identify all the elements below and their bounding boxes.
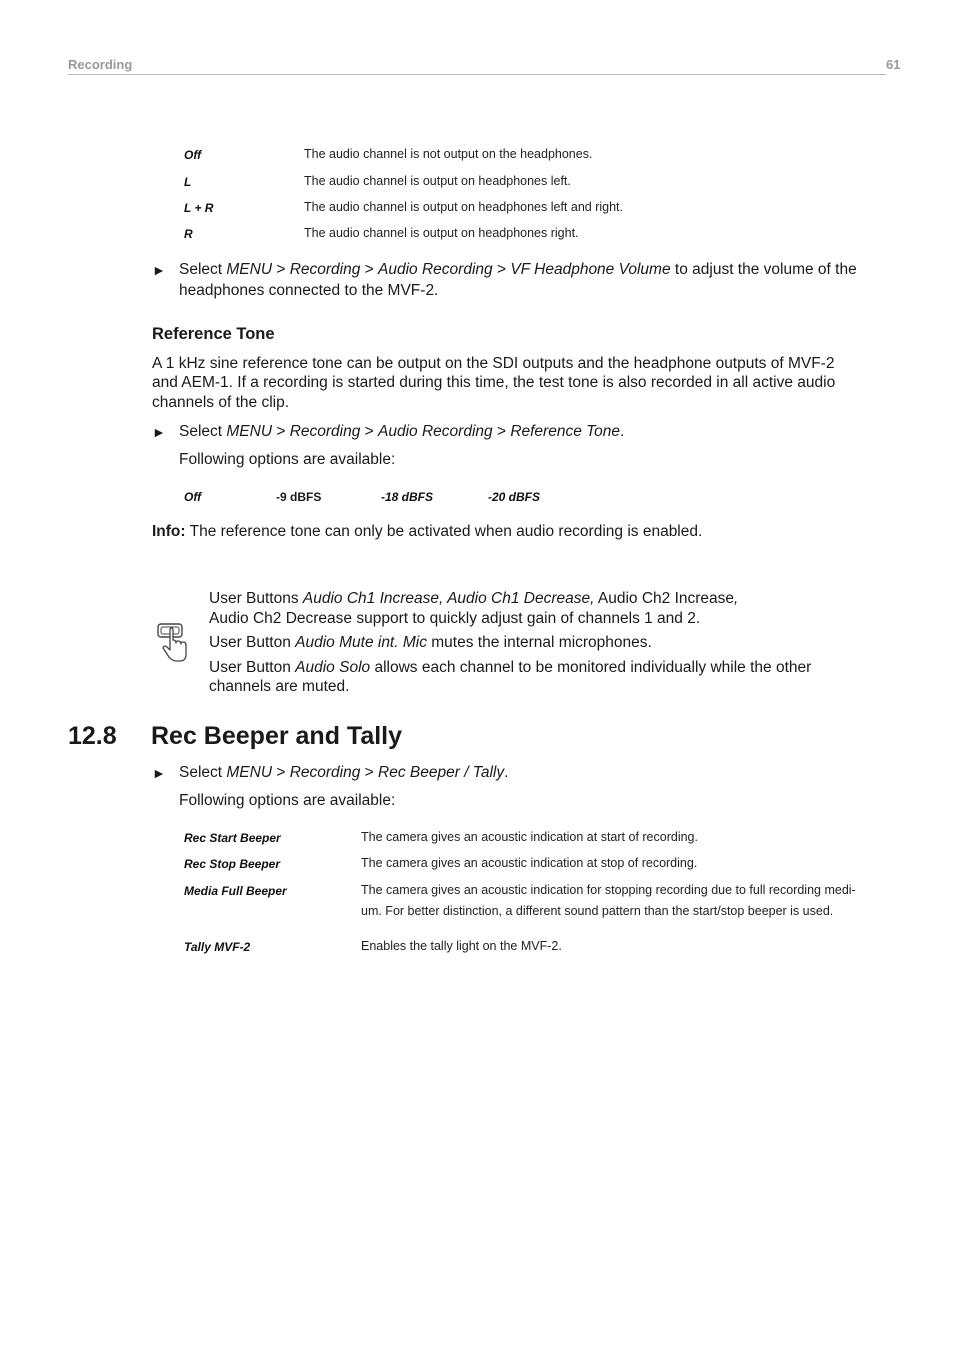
menu-path: MENU [226, 764, 273, 781]
rec-beeper-instruction [179, 763, 508, 783]
path-sep: > [360, 261, 379, 278]
reference-tone-following: Following options are available: [179, 451, 396, 468]
text: User Button [209, 634, 296, 651]
text: User Button [209, 659, 296, 676]
table-term: Rec Stop Beeper [184, 857, 281, 871]
table-term: R [184, 227, 193, 241]
table-desc: Enables the tally light on the MVF-2. [361, 939, 562, 953]
path-sep: > [272, 261, 290, 278]
path-sep: > [492, 423, 511, 440]
page-number: 61 [886, 57, 901, 72]
button-names: Audio Solo [295, 659, 371, 676]
table-desc: um. For better distinction, a different sound pattern than the start/stop beeper is used. [361, 904, 834, 918]
table-term: L + R [184, 201, 214, 215]
text: Audio Ch2 Increase [594, 590, 735, 607]
hand-pointer-button-icon [156, 620, 190, 664]
user-buttons-line5: channels are muted. [209, 678, 350, 695]
info-note [152, 522, 702, 542]
user-buttons-line3 [209, 633, 652, 653]
running-header-section: Recording [68, 57, 133, 72]
section-title: Rec Beeper and Tally [151, 722, 403, 750]
header-rule [68, 74, 886, 75]
table-desc: The camera gives an acoustic indication for stopping recording due to full recording medi- [361, 883, 856, 897]
option-9-dbfs: -9 dBFS [276, 490, 322, 504]
bullet-arrow-icon: ► [152, 765, 166, 781]
vf-volume-line2: headphones connected to the MVF-2. [179, 282, 439, 299]
reference-tone-heading: Reference Tone [152, 325, 275, 343]
menu-path: Reference Tone [510, 423, 621, 440]
table-term: Rec Start Beeper [184, 831, 281, 845]
text: to adjust the volume of the [670, 261, 857, 278]
menu-path: MENU [226, 261, 273, 278]
path-sep: > [360, 764, 379, 781]
menu-path: Recording [289, 764, 361, 781]
vf-volume-instruction [179, 260, 857, 280]
user-buttons-line4 [209, 658, 811, 678]
rec-beeper-following: Following options are available: [179, 792, 396, 809]
table-term: Tally MVF-2 [184, 940, 251, 954]
table-desc: The camera gives an acoustic indication at stop of recording. [361, 856, 698, 870]
text: mutes the internal microphones. [426, 634, 652, 651]
reference-tone-instruction [179, 422, 624, 442]
table-desc: The audio channel is output on headphones left and right. [304, 200, 623, 214]
reference-tone-para-2: and AEM-1. If a recording is started during this time, the test tone is also recorded in all active audio [152, 374, 836, 391]
menu-path: VF Headphone Volume [510, 261, 671, 278]
text: User Buttons [209, 590, 303, 607]
text: . [620, 423, 625, 440]
option-20-dbfs: -20 dBFS [488, 490, 541, 504]
table-desc: The audio channel is output on headphones right. [304, 226, 579, 240]
table-desc: The camera gives an acoustic indication at start of recording. [361, 830, 698, 844]
menu-path: Audio Recording [378, 423, 493, 440]
button-names: Audio Mute int. Mic [295, 634, 427, 651]
user-buttons-line1 [209, 589, 738, 609]
bullet-arrow-icon: ► [152, 262, 166, 278]
table-term: L [184, 175, 192, 189]
text: allows each channel to be monitored individually while the other [370, 659, 812, 676]
text: , [734, 590, 739, 607]
path-sep: > [360, 423, 379, 440]
reference-tone-para-3: channels of the clip. [152, 394, 290, 411]
table-desc: The audio channel is not output on the headphones. [304, 147, 593, 161]
option-off: Off [184, 490, 202, 504]
path-sep: > [272, 423, 290, 440]
path-sep: > [272, 764, 290, 781]
table-term: Media Full Beeper [184, 884, 287, 898]
section-number: 12.8 [68, 722, 117, 750]
reference-tone-para-1: A 1 kHz sine reference tone can be output on the SDI outputs and the headphone outputs of MVF-2 [152, 355, 835, 372]
info-label: Info: [152, 523, 186, 540]
menu-path: Audio Recording [378, 261, 493, 278]
menu-path: Recording [289, 261, 361, 278]
table-desc: The audio channel is output on headphones left. [304, 174, 571, 188]
button-names: Audio Ch1 Increase, Audio Ch1 Decrease, [302, 590, 595, 607]
bullet-arrow-icon: ► [152, 424, 166, 440]
path-sep: > [492, 261, 511, 278]
user-buttons-line2: Audio Ch2 Decrease support to quickly adjust gain of channels 1 and 2. [209, 610, 701, 627]
menu-path: Recording [289, 423, 361, 440]
text: Select [179, 261, 227, 278]
option-18-dbfs: -18 dBFS [381, 490, 434, 504]
text: Select [179, 764, 227, 781]
menu-path: MENU [226, 423, 273, 440]
info-text: The reference tone can only be activated when audio recording is enabled. [185, 523, 703, 540]
table-term: Off [184, 148, 202, 162]
menu-path: Rec Beeper / Tally [378, 764, 505, 781]
text: Select [179, 423, 227, 440]
text: . [504, 764, 509, 781]
